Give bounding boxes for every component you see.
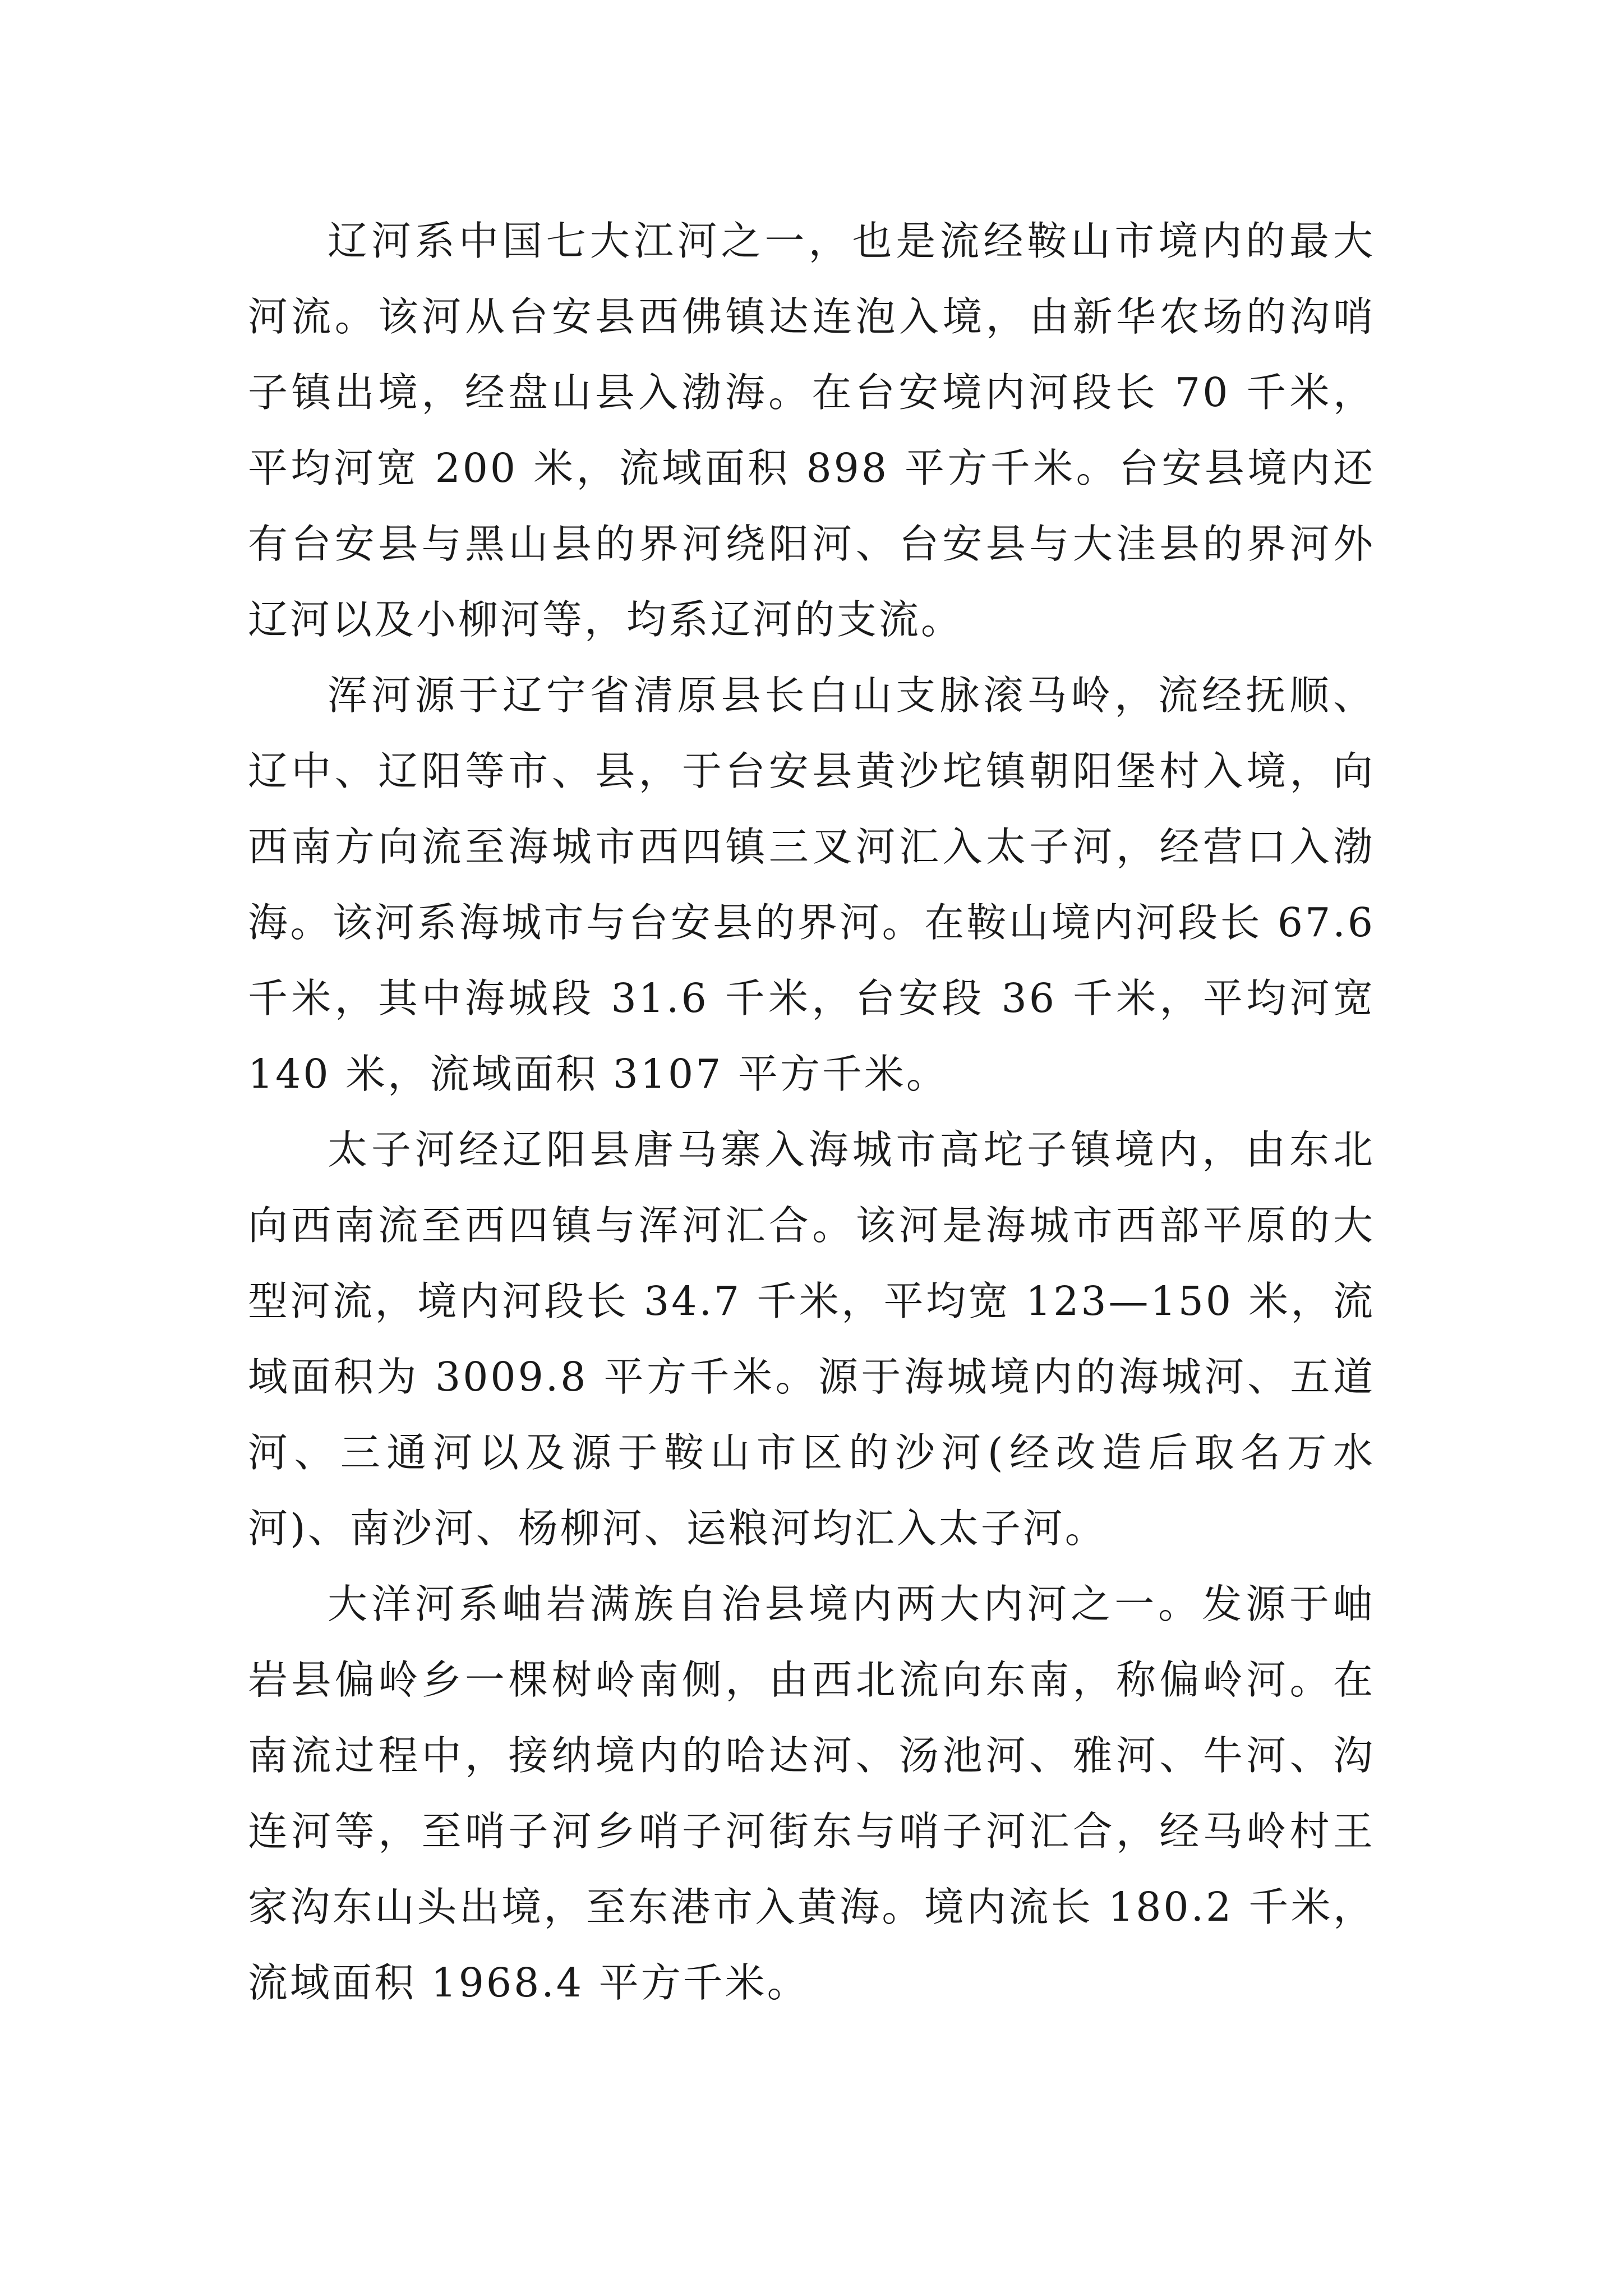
paragraph-dayang-river: 大洋河系岫岩满族自治县境内两大内河之一。发源于岫岩县偏岭乡一棵树岭南侧，由西北流向东南，称偏岭河。在南流过程中，接纳境内的哈达河、汤池河、雅河、牛河、沟连河等，至哨子河乡哨子河街东与哨子河汇合，经马岭村王家沟东山头出境，至东港市入黄海。境内流长 180.2 千米，流域面积 1968.4 平方千米。 <box>248 1581 1375 2006</box>
paragraph-liao-river: 辽河系中国七大江河之一，也是流经鞍山市境内的最大河流。该河从台安县西佛镇达连泡入境，由新华农场的沟哨子镇出境，经盘山县入渤海。在台安境内河段长 70 千米，平均河宽 200 米，流域面积 898 平方千米。台安县境内还有台安县与黑山县的界河绕阳河、台安县与大洼县的界河外辽河以及小柳河等，均系辽河的支流。 <box>248 218 1375 643</box>
paragraph-hun-river: 浑河源于辽宁省清原县长白山支脉滚马岭，流经抚顺、辽中、辽阳等市、县，于台安县黄沙坨镇朝阳堡村入境，向西南方向流至海城市西四镇三叉河汇入太子河，经营口入渤海。该河系海城市与台安县的界河。在鞍山境内河段长 67.6 千米，其中海城段 31.6 千米，台安段 36 千米，平均河宽 140 米，流域面积 3107 平方千米。 <box>248 672 1375 1097</box>
paragraph-taizi-river: 太子河经辽阳县唐马寨入海城市高坨子镇境内，由东北向西南流至西四镇与浑河汇合。该河是海城市西部平原的大型河流，境内河段长 34.7 千米，平均宽 123—150 米，流域面积为 3009.8 平方千米。源于海城境内的海城河、五道河、三通河以及源于鞍山市区的沙河(经改造后取名万水河)、南沙河、杨柳河、运粮河均汇入太子河。 <box>248 1126 1375 1552</box>
document-body <box>248 203 1375 2021</box>
